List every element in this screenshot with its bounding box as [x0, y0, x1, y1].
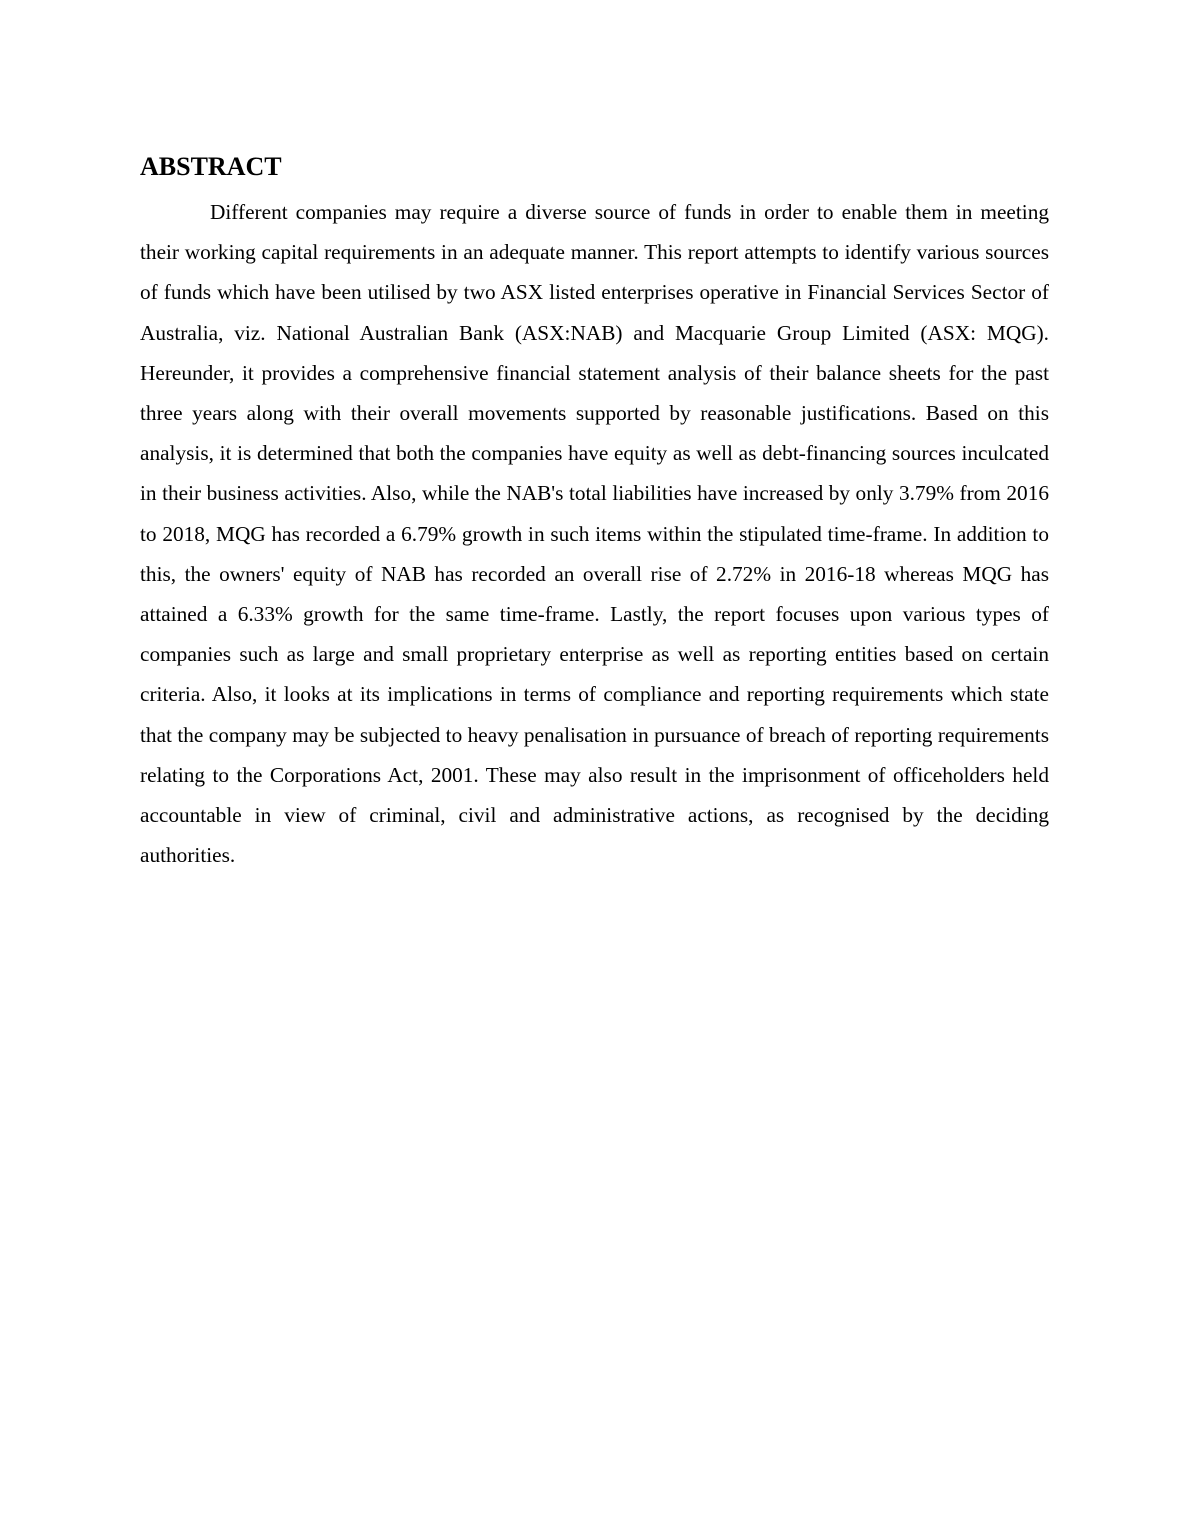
abstract-heading: ABSTRACT — [140, 152, 282, 181]
document-content — [140, 148, 1049, 875]
abstract-paragraph: Different companies may require a diverse source of funds in order to enable them in meeting their working capital requirements in an adequate manner. This report attempts to identify various sources of funds which have been utilised by two ASX listed enterprises operative in Financial Services Sector of Australia, viz. National Australian Bank (ASX:NAB) and Macquarie Group Limited (ASX: MQG). Hereunder, it provides a comprehensive financial statement analysis of their balance sheets for the past three years along with their overall movements supported by reasonable justifications. Based on this analysis, it is determined that both the companies have equity as well as debt-financing sources inculcated in their business activities. Also, while the NAB's total liabilities have increased by only 3.79% from 2016 to 2018, MQG has recorded a 6.79% growth in such items within the stipulated time-frame. In addition to this, the owners' equity of NAB has recorded an overall rise of 2.72% in 2016-18 whereas MQG has attained a 6.33% growth for the same time-frame. Lastly, the report focuses upon various types of companies such as large and small proprietary enterprise as well as reporting entities based on certain criteria. Also, it looks at its implications in terms of compliance and reporting requirements which state that the company may be subjected to heavy penalisation in pursuance of breach of reporting requirements relating to the Corporations Act, 2001. These may also result in the imprisonment of officeholders held accountable in view of criminal, civil and administrative actions, as recognised by the deciding authorities. — [140, 200, 1049, 868]
